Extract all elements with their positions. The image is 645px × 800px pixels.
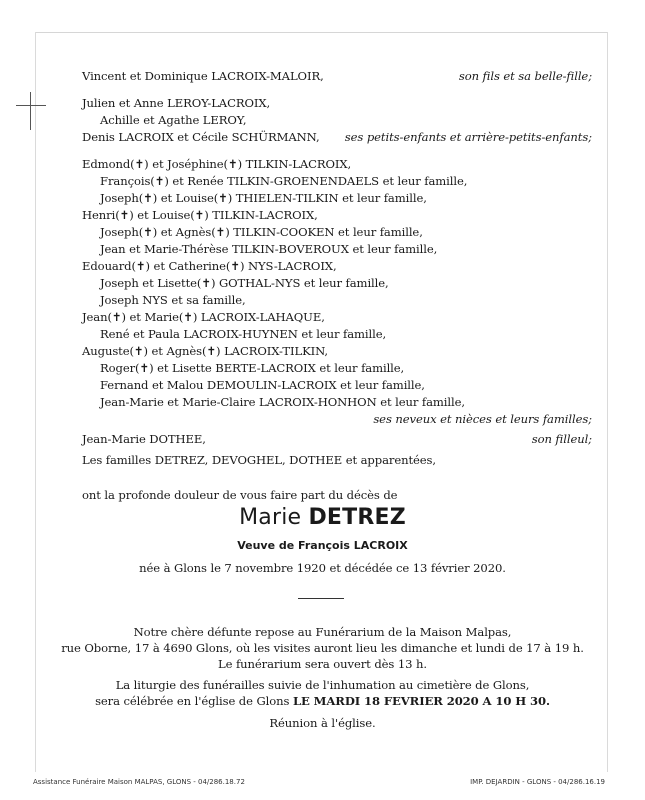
relation-label: ses petits-enfants et arrière-petits-enfants; — [344, 130, 592, 144]
family-line: Vincent et Dominique LACROIX-MALOIR, — [82, 69, 324, 83]
family-line: Edmond(✝) et Joséphine(✝) TILKIN-LACROIX, — [82, 157, 352, 171]
footer-funeral-home: Assistance Funéraire Maison MALPAS, GLONS - 04/286.18.72 — [33, 778, 245, 786]
cross-icon — [30, 92, 31, 130]
deceased-last-name: DETREZ — [308, 505, 406, 530]
family-line: Joseph(✝) et Louise(✝) THIELEN-TILKIN et leur famille, — [100, 191, 427, 205]
relation-label: ses neveux et nièces et leurs familles; — [373, 412, 592, 426]
relation-label: son filleul; — [531, 432, 592, 446]
family-line: Les familles DETREZ, DEVOGHEL, DOTHEE et apparentées, — [82, 453, 436, 467]
family-line: Roger(✝) et Lisette BERTE-LACROIX et leur famille, — [100, 361, 405, 375]
family-line: Joseph et Lisette(✝) GOTHAL-NYS et leur famille, — [100, 276, 389, 290]
family-line: Auguste(✝) et Agnès(✝) LACROIX-TILKIN, — [82, 344, 329, 358]
info-line: Le funérarium sera ouvert dès 13 h. — [218, 657, 427, 671]
family-line: Jean(✝) et Marie(✝) LACROIX-LAHAQUE, — [82, 310, 325, 324]
cross-icon-bar — [16, 105, 46, 106]
family-line: Joseph(✝) et Agnès(✝) TILKIN-COOKEN et leur famille, — [100, 225, 423, 239]
ceremony-datetime: LE MARDI 18 FEVRIER 2020 A 10 H 30. — [292, 694, 550, 708]
deceased-subtitle: Veuve de François LACROIX — [237, 539, 408, 552]
family-line: Joseph NYS et sa famille, — [100, 293, 246, 307]
family-line: Jean-Marie et Marie-Claire LACROIX-HONHON et leur famille, — [100, 395, 465, 409]
footer-printer: IMP. DEJARDIN - GLONS - 04/286.16.19 — [470, 778, 605, 786]
info-line: rue Oborne, 17 à 4690 Glons, où les visites auront lieu les dimanche et lundi de 17 à 19 h. — [61, 641, 584, 655]
family-line: Jean-Marie DOTHEE, — [82, 432, 206, 446]
deceased-dates: née à Glons le 7 novembre 1920 et décédée ce 13 février 2020. — [139, 561, 506, 575]
info-line: La liturgie des funérailles suivie de l'inhumation au cimetière de Glons, — [115, 678, 530, 692]
family-line: Denis LACROIX et Cécile SCHÜRMANN, — [82, 130, 320, 144]
family-line: François(✝) et Renée TILKIN-GROENENDAELS et leur famille, — [100, 174, 468, 188]
family-line: Edouard(✝) et Catherine(✝) NYS-LACROIX, — [82, 259, 337, 273]
family-line: Fernand et Malou DEMOULIN-LACROIX et leur famille, — [100, 378, 425, 392]
ceremony-prefix: sera célébrée en l'église de Glons — [95, 694, 293, 708]
family-line: Julien et Anne LEROY-LACROIX, — [82, 96, 271, 110]
deceased-first-name: Marie — [239, 505, 302, 530]
page-border-top — [35, 32, 607, 33]
info-line: Réunion à l'église. — [269, 716, 376, 730]
info-line: Notre chère défunte repose au Funérarium de la Maison Malpas, — [133, 625, 512, 639]
family-line: Jean et Marie-Thérèse TILKIN-BOVEROUX et leur famille, — [100, 242, 438, 256]
family-line: René et Paula LACROIX-HUYNEN et leur famille, — [100, 327, 387, 341]
family-line: Achille et Agathe LEROY, — [100, 113, 247, 127]
announcement-text: ont la profonde douleur de vous faire part du décès de — [82, 488, 398, 502]
separator-rule — [298, 598, 344, 599]
relation-label: son fils et sa belle-fille; — [458, 69, 592, 83]
ceremony-line — [0, 694, 645, 708]
family-line: Henri(✝) et Louise(✝) TILKIN-LACROIX, — [82, 208, 318, 222]
deceased-name — [0, 505, 645, 530]
